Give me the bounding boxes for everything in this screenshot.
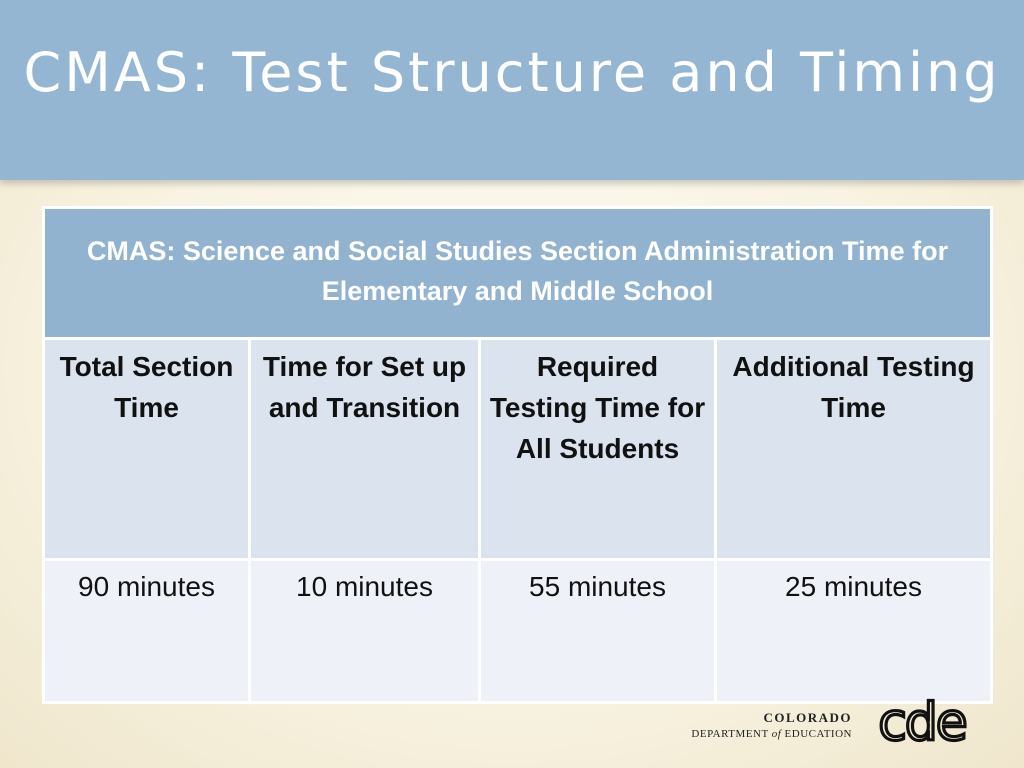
cell-total-section-time: 90 minutes <box>44 560 250 703</box>
header-setup-transition-time: Time for Set up and Transition <box>250 339 480 560</box>
cell-required-testing-time: 55 minutes <box>480 560 716 703</box>
logo-word-department: DEPARTMENT <box>691 728 772 740</box>
logo-line-colorado: COLORADO <box>763 710 852 725</box>
cde-logo-mark-text: cde <box>878 698 966 748</box>
table-caption-row <box>44 208 992 339</box>
logo-line-department <box>691 726 852 742</box>
colorado-department-of-education-logo <box>684 698 984 748</box>
table-caption: CMAS: Science and Social Studies Section Administration Time for Elementary and Middle School <box>44 208 992 339</box>
cde-logo-mark-icon <box>860 698 984 748</box>
header-total-section-time: Total Section Time <box>44 339 250 560</box>
table-row <box>44 560 992 703</box>
header-required-testing-time: Required Testing Time for All Students <box>480 339 716 560</box>
timing-table-container <box>42 206 990 704</box>
logo-word-education: EDUCATION <box>781 728 852 740</box>
timing-table <box>42 206 993 704</box>
logo-text <box>691 710 852 742</box>
cell-setup-transition-time: 10 minutes <box>250 560 480 703</box>
slide-title: CMAS: Test Structure and Timing <box>23 41 1001 104</box>
logo-word-of: of <box>771 728 782 740</box>
table-header-row <box>44 339 992 560</box>
header-additional-testing-time: Additional Testing Time <box>716 339 992 560</box>
cell-additional-testing-time: 25 minutes <box>716 560 992 703</box>
